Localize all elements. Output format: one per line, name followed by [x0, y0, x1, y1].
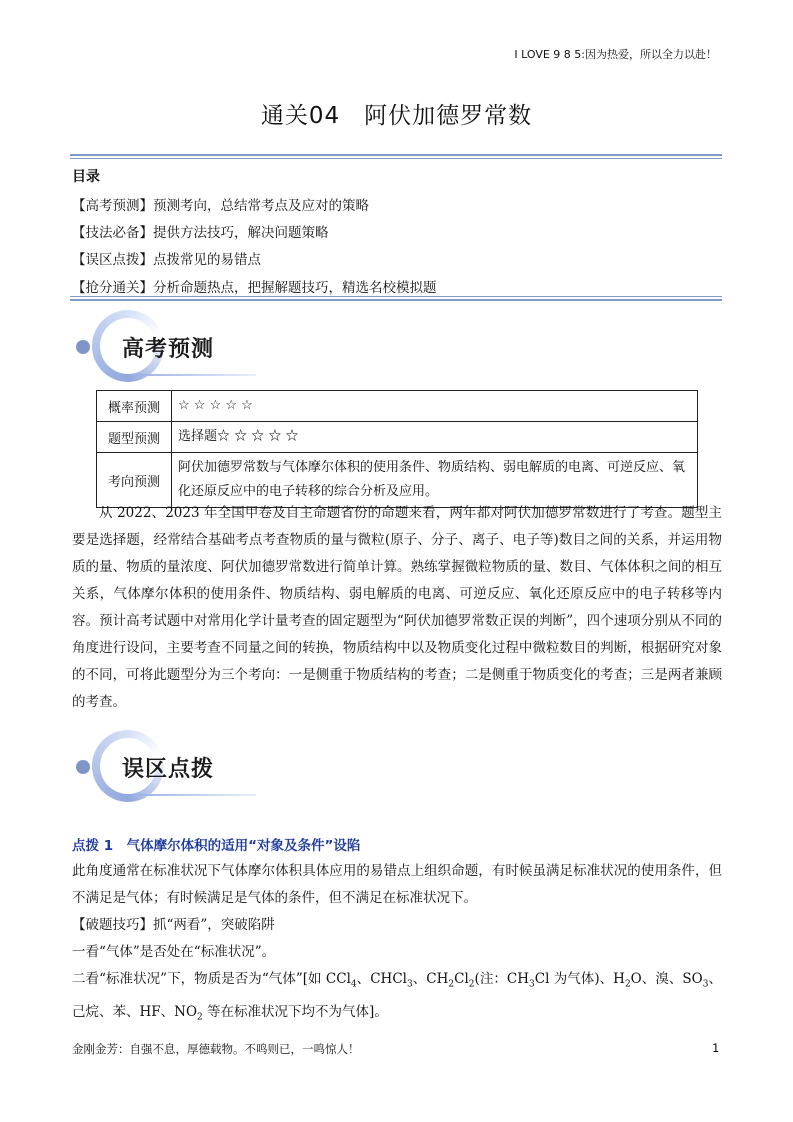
- banner-dot-icon: [76, 340, 90, 354]
- point1-look2: 二看“标准状况”下，物质是否为“气体”[如 CCl$_4$、CHCl$_3$、$CH_2Cl_2$(注：$CH_3Cl$ 为气体)、$H_2O$、溴、$SO_3$、己烷、苯、HF、$NO_2$ 等在标准状况下均不为气体]。: [72, 971, 723, 1023]
- forecast-paragraph: 从 2022、2023 年全国甲卷及自主命题省份的命题来看，两年都对阿伏加德罗常数进行了考查。题型主要是选择题，经常结合基础考点考查物质的量与微粒(原子、分子、离子、电子等)数目之间的关系，并运用物质的量、物质的量浓度、阿伏加德罗常数进行简单计算。熟练掌握微粒物质的量、数目、气体体积之间的相互关系，气体摩尔体积的使用条件、物质结构、弱电解质的电离、可逆反应、氧化还原反应中的电子转移等内容。预计高考试题中对常用化学计量考查的固定题型为“阿伏加德罗常数正误的判断”，四个速项分别从不同的角度进行设问，主要考查不同量之间的转换，物质结构中以及物质变化过程中微粒数目的判断，根据研究对象的不同，可将此题型分为三个考向：一是侧重于物质结构的考查；二是侧重于物质变化的考查；三是两者兼顾的考查。: [72, 505, 722, 710]
- toc-item-desc: 提供方法技巧，解决问题策略: [153, 225, 329, 241]
- table-key: 概率预测: [97, 391, 172, 422]
- page-number: 1: [712, 1041, 720, 1055]
- toc-item-desc: 预测考向，总结常考点及应对的策略: [153, 198, 369, 214]
- point1-body: [72, 858, 722, 1031]
- section-title-pitfall: 误区点拨: [122, 757, 215, 782]
- banner-underline: [136, 794, 256, 796]
- forecast-paragraph-block: [72, 500, 722, 716]
- point1-title: 点拨 1 气体摩尔体积的适用“对象及条件”设陷: [72, 838, 361, 854]
- section-banner-pitfall: [76, 730, 256, 802]
- toc-item: [72, 194, 369, 214]
- point1-intro: 此角度通常在标准状况下气体摩尔体积具体应用的易错点上组织命题，有时候虽满足标准状况的使用条件，但不满足是气体；有时候满足是气体的条件，但不满足在标准状况下。: [72, 863, 722, 906]
- toc-heading: 目录: [72, 169, 100, 185]
- section-title-forecast: 高考预测: [122, 337, 215, 362]
- table-key: 题型预测: [97, 422, 172, 453]
- toc-item-tag: 【抢分通关】: [72, 280, 153, 296]
- toc-divider-top: [70, 296, 722, 297]
- toc-item: [72, 276, 437, 296]
- banner-underline: [136, 374, 256, 376]
- header-note: I LOVE 9 8 5:因为热爱，所以全力以赴！: [514, 48, 717, 61]
- toc-item-tag: 【技法必备】: [72, 225, 153, 241]
- banner-dot-icon: [76, 760, 90, 774]
- toc-item-desc: 分析命题热点，把握解题技巧，精选名校模拟题: [153, 280, 437, 296]
- section-banner-forecast: [76, 310, 256, 382]
- toc-item: [72, 221, 329, 241]
- title-divider-bottom: [70, 158, 722, 159]
- table-key: 考向预测: [97, 453, 172, 508]
- forecast-table: [96, 390, 698, 508]
- toc-item-tag: 【误区点拨】: [72, 252, 153, 268]
- title-divider-top: [70, 154, 722, 156]
- toc-divider-bottom: [70, 299, 722, 301]
- table-row: [97, 422, 698, 453]
- page-title: 通关04 阿伏加德罗常数: [260, 103, 533, 129]
- toc-item: [72, 248, 261, 268]
- table-value: 选择题☆ ☆ ☆ ☆ ☆: [172, 422, 698, 453]
- table-value: ☆ ☆ ☆ ☆ ☆: [172, 391, 698, 422]
- table-row: [97, 391, 698, 422]
- toc-item-tag: 【高考预测】: [72, 198, 153, 214]
- toc-item-desc: 点拨常见的易错点: [153, 252, 261, 268]
- footer-motto: 金刚金芳：自强不息，厚德载物。不鸣则已，一鸣惊人！: [72, 1042, 360, 1056]
- table-value: 阿伏加德罗常数与气体摩尔体积的使用条件、物质结构、弱电解质的电离、可逆反应、氧化还原反应中的电子转移的综合分析及应用。: [172, 453, 698, 508]
- point1-technique: 【破题技巧】抓“两看”，突破陷阱: [72, 917, 275, 933]
- point1-look1: 一看“气体”是否处在“标准状况”。: [72, 944, 276, 960]
